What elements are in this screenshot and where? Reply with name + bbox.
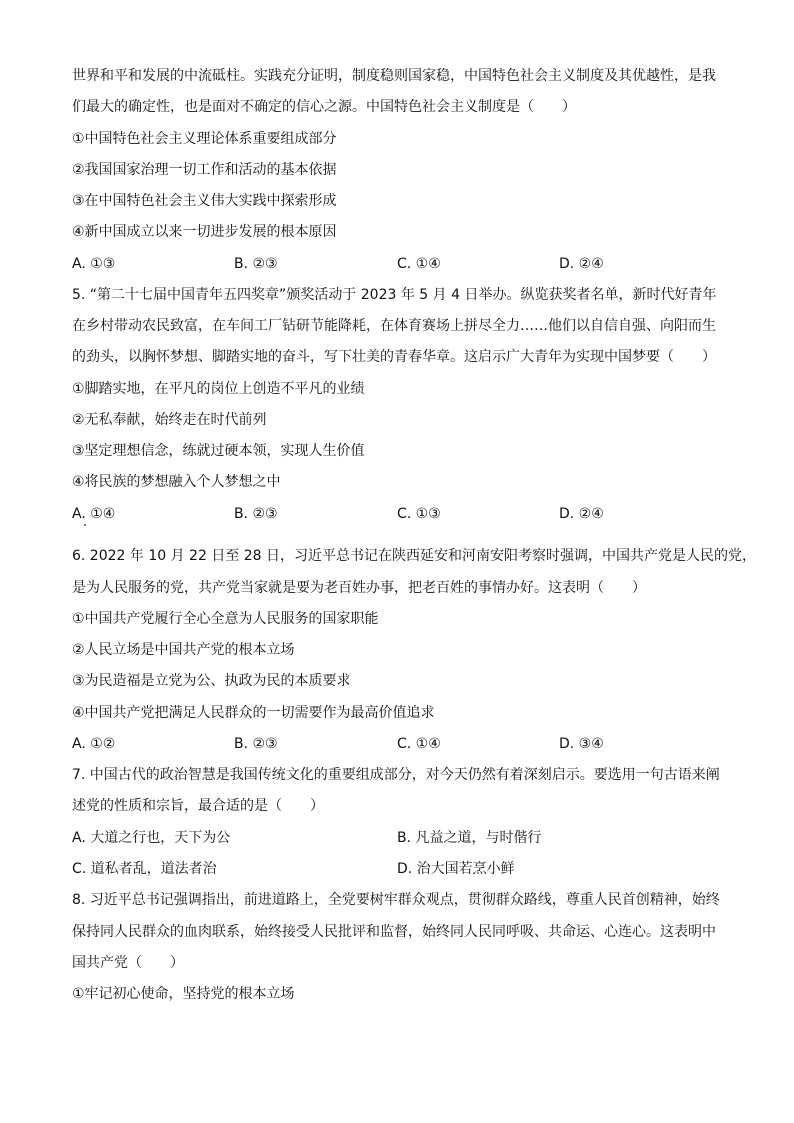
q7-options-row-1	[72, 828, 732, 848]
q4-statement-1: ①中国特色社会主义理论体系重要组成部分	[72, 131, 337, 147]
q5-option-d: D. ②④	[559, 506, 604, 522]
q7-option-d: D. 治大国若烹小鲜	[397, 861, 515, 877]
q8-text-line-1: 8. 习近平总书记强调指出，前进道路上，全党要树牢群众观点，贯彻群众路线，尊重人民首创精神，始终	[72, 892, 720, 908]
q4-option-c: C. ①④	[397, 256, 441, 272]
q5-statement-1: ①脚踏实地，在平凡的岗位上创造不平凡的业绩	[72, 381, 365, 397]
q6-option-b: B. ②③	[234, 736, 278, 752]
q6-statement-3: ③为民造福是立党为公、执政为民的本质要求	[72, 673, 351, 689]
q4-option-a: A. ①③	[72, 256, 116, 272]
q6-statement-4: ④中国共产党把满足人民群众的一切需要作为最高价值追求	[72, 705, 435, 721]
q6-statement-2: ②人民立场是中国共产党的根本立场	[72, 642, 295, 658]
q6-text-line-2: 是为人民服务的党，共产党当家就是要为老百姓办事，把老百姓的事情办好。这表明（ ）	[72, 580, 646, 596]
q8-statement-1: ①牢记初心使命，坚持党的根本立场	[72, 986, 295, 1002]
q4-statement-2: ②我国国家治理一切工作和活动的基本依据	[72, 162, 337, 178]
q4-text-line-1: 世界和平和发展的中流砥柱。实践充分证明，制度稳则国家稳，中国特色社会主义制度及其优越性，是我	[72, 68, 716, 84]
q4-text-line-2: 们最大的确定性，也是面对不确定的信心之源。中国特色社会主义制度是（ ）	[72, 99, 576, 115]
q5-text-line-3: 的劲头，以胸怀梦想、脚踏实地的奋斗，写下壮美的青春华章。这启示广大青年为实现中国梦要（ ）	[72, 349, 716, 365]
q4-statement-3: ③在中国特色社会主义伟大实践中探索形成	[72, 193, 337, 209]
q7-option-c: C. 道私者乱，道法者治	[72, 861, 217, 877]
q5-options	[72, 504, 732, 524]
q5-text-line-1: 5. “第二十七届中国青年五四奖章”颁奖活动于 2023 年 5 月 4 日举办。纵览获奖者名单，新时代好青年	[72, 287, 717, 303]
q5-option-b: B. ②③	[234, 506, 278, 522]
q8-text-line-3: 国共产党（ ）	[72, 955, 184, 971]
q4-options	[72, 254, 732, 274]
q4-option-b: B. ②③	[234, 256, 278, 272]
q6-text-line-1: 6. 2022 年 10 月 22 日至 28 日，习近平总书记在陕西延安和河南安阳考察时强调，中国共产党是人民的党，	[72, 548, 757, 564]
q6-option-a: A. ①②	[72, 736, 116, 752]
q7-option-b: B. 凡益之道，与时偕行	[397, 830, 542, 846]
q6-option-d: D. ③④	[559, 736, 604, 752]
q6-option-c: C. ①④	[397, 736, 441, 752]
q5-statement-3: ③坚定理想信念，练就过硬本领，实现人生价值	[72, 443, 365, 459]
q7-option-a: A. 大道之行也，天下为公	[72, 830, 231, 846]
q5-statement-2: ②无私奉献，始终走在时代前列	[72, 412, 267, 428]
q7-options-row-2	[72, 859, 732, 879]
q5-text-line-2: 在乡村带动农民致富，在车间工厂钻研节能降耗，在体育赛场上拼尽全力……他们以自信自强、向阳而生	[72, 318, 716, 334]
q6-options	[72, 734, 732, 754]
q4-statement-4: ④新中国成立以来一切进步发展的根本原因	[72, 224, 337, 240]
q5-option-c: C. ①③	[397, 506, 441, 522]
stray-dot	[84, 524, 86, 526]
q6-statement-1: ①中国共产党履行全心全意为人民服务的国家职能	[72, 611, 379, 627]
q4-option-d: D. ②④	[559, 256, 604, 272]
q7-text-line-2: 述党的性质和宗旨，最合适的是（ ）	[72, 798, 324, 814]
q8-text-line-2: 保持同人民群众的血肉联系，始终接受人民批评和监督，始终同人民同呼吸、共命运、心连心。这表明中	[72, 924, 716, 940]
q5-option-a: A. ①④	[72, 506, 116, 522]
q5-statement-4: ④将民族的梦想融入个人梦想之中	[72, 474, 281, 490]
q7-text-line-1: 7. 中国古代的政治智慧是我国传统文化的重要组成部分，对今天仍然有着深刻启示。要选用一句古语来阐	[72, 767, 720, 783]
